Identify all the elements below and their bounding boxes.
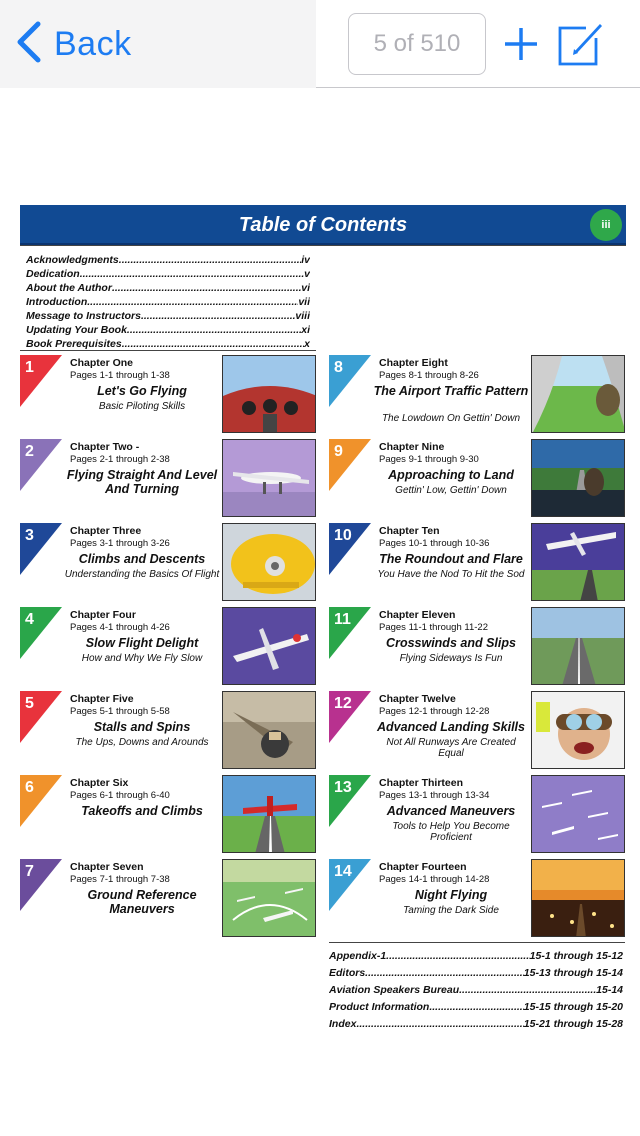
chapter-title: The Roundout and Flare bbox=[379, 552, 523, 566]
chapter-number-tab bbox=[20, 439, 62, 491]
chapter-number: 5 bbox=[25, 695, 34, 712]
toc-row-page: v bbox=[304, 268, 310, 280]
toc-row-leader bbox=[87, 295, 298, 309]
chevron-left-icon bbox=[14, 20, 42, 69]
toc-title: Table of Contents bbox=[238, 214, 408, 236]
chapter-subtitle: Basic Piloting Skills bbox=[98, 401, 186, 412]
chapter-title: Slow Flight Delight bbox=[85, 636, 199, 650]
toc-row[interactable] bbox=[26, 295, 310, 309]
chapter-entry[interactable] bbox=[329, 523, 627, 603]
toc-row-page: vii bbox=[298, 296, 310, 308]
chapter-number: 1 bbox=[25, 359, 34, 376]
toc-row-leader bbox=[386, 948, 529, 965]
chapter-thumbnail-image bbox=[531, 607, 625, 685]
banner-underline bbox=[20, 245, 626, 246]
chapter-number-tab bbox=[329, 355, 371, 407]
toc-row-page: 15-21 through 15-28 bbox=[523, 1018, 623, 1030]
chapter-entry[interactable] bbox=[20, 775, 318, 855]
toc-row-leader bbox=[141, 309, 295, 323]
chapter-name: Chapter Six bbox=[70, 777, 129, 789]
front-matter-list bbox=[26, 253, 310, 351]
chapter-title: Takeoffs and Climbs bbox=[81, 804, 203, 818]
chapter-entry[interactable] bbox=[329, 691, 627, 771]
chapter-number: 11 bbox=[334, 611, 351, 628]
chapter-entry[interactable] bbox=[329, 859, 627, 939]
toc-row[interactable] bbox=[26, 323, 310, 337]
chapter-entry[interactable] bbox=[329, 775, 627, 855]
chapter-subtitle: Tools to Help You Become Proficient bbox=[392, 821, 510, 843]
chapter-name: Chapter Five bbox=[70, 693, 134, 705]
chapter-title: Flying Straight And Level And Turning bbox=[66, 468, 218, 496]
chapter-pages: Pages 5-1 through 5-58 bbox=[70, 706, 170, 717]
chapter-name: Chapter Seven bbox=[70, 861, 144, 873]
chapter-title: The Airport Traffic Pattern bbox=[373, 384, 529, 398]
chapter-subtitle: Taming the Dark Side bbox=[403, 905, 499, 916]
toc-row-label: About the Author bbox=[26, 282, 112, 294]
chapter-entry[interactable] bbox=[20, 355, 318, 435]
chapter-name: Chapter Three bbox=[70, 525, 142, 537]
toc-row[interactable] bbox=[329, 965, 623, 982]
chapter-pages: Pages 3-1 through 3-26 bbox=[70, 538, 170, 549]
chapter-subtitle: Not All Runways Are Created Equal bbox=[386, 737, 516, 759]
chapter-name: Chapter Nine bbox=[379, 441, 445, 453]
toc-row-leader bbox=[112, 281, 301, 295]
page-indicator[interactable]: 5 of 510 bbox=[348, 13, 486, 75]
toc-row[interactable] bbox=[329, 999, 623, 1016]
chapter-pages: Pages 2-1 through 2-38 bbox=[70, 454, 170, 465]
toc-row-leader bbox=[365, 965, 524, 982]
chapter-thumbnail-image bbox=[531, 691, 625, 769]
chapter-entry[interactable] bbox=[329, 607, 627, 687]
chapter-thumbnail-image bbox=[531, 355, 625, 433]
toc-row-leader bbox=[127, 323, 301, 337]
toc-row-leader bbox=[429, 999, 523, 1016]
toc-row-leader bbox=[80, 267, 304, 281]
chapter-thumbnail-image bbox=[222, 859, 316, 937]
toc-row-page: 15-15 through 15-20 bbox=[523, 1001, 623, 1013]
toc-row[interactable] bbox=[26, 281, 310, 295]
chapter-entry[interactable] bbox=[329, 355, 627, 435]
compose-icon bbox=[556, 55, 604, 72]
chapter-thumbnail-image bbox=[531, 859, 625, 937]
chapter-pages: Pages 1-1 through 1-38 bbox=[70, 370, 170, 381]
toc-row-label: Updating Your Book bbox=[26, 324, 127, 336]
chapter-entry[interactable] bbox=[20, 523, 318, 603]
chapter-pages: Pages 13-1 through 13-34 bbox=[379, 790, 490, 801]
toc-row-label: Product Information bbox=[329, 1001, 430, 1013]
chapter-thumbnail-image bbox=[222, 523, 316, 601]
chapter-number: 10 bbox=[334, 527, 352, 544]
chapter-entry[interactable] bbox=[329, 439, 627, 519]
toc-row[interactable] bbox=[26, 309, 310, 323]
chapter-number-tab bbox=[20, 523, 62, 575]
chapter-subtitle: Understanding the Basics Of Flight bbox=[64, 569, 220, 580]
chapter-pages: Pages 10-1 through 10-36 bbox=[379, 538, 490, 549]
chapter-thumbnail-image bbox=[222, 691, 316, 769]
toc-row[interactable] bbox=[26, 267, 310, 281]
chapter-title: Let's Go Flying bbox=[97, 384, 187, 398]
chapter-number-tab bbox=[329, 607, 371, 659]
toc-row[interactable] bbox=[329, 982, 623, 999]
chapter-pages: Pages 4-1 through 4-26 bbox=[70, 622, 170, 633]
chapter-thumbnail-image bbox=[222, 439, 316, 517]
chapter-number: 13 bbox=[334, 779, 352, 796]
chapter-title: Night Flying bbox=[414, 888, 488, 902]
chapter-name: Chapter Eleven bbox=[379, 609, 456, 621]
chapter-title: Approaching to Land bbox=[388, 468, 514, 482]
toc-row-label: Message to Instructors bbox=[26, 310, 141, 322]
chapter-thumbnail-image bbox=[531, 775, 625, 853]
toc-row-label: Index bbox=[329, 1018, 357, 1030]
chapter-title: Crosswinds and Slips bbox=[386, 636, 516, 650]
chapter-number-tab bbox=[329, 775, 371, 827]
chapter-number-tab bbox=[329, 859, 371, 911]
chapter-number: 7 bbox=[25, 863, 34, 880]
compose-button[interactable] bbox=[556, 20, 604, 68]
chapter-name: Chapter Two - bbox=[70, 441, 140, 453]
chapter-entry[interactable] bbox=[20, 607, 318, 687]
chapter-name: Chapter Eight bbox=[379, 357, 448, 369]
toc-row-leader bbox=[459, 982, 596, 999]
chapter-subtitle: You Have the Nod To Hit the Sod bbox=[377, 569, 525, 580]
chapter-pages: Pages 7-1 through 7-38 bbox=[70, 874, 170, 885]
chapter-thumbnail-image bbox=[222, 607, 316, 685]
front-matter-divider bbox=[20, 350, 316, 351]
chapter-number-tab bbox=[20, 775, 62, 827]
toc-row-page: iv bbox=[301, 254, 310, 266]
toc-row-page: x bbox=[304, 338, 310, 350]
chapter-pages: Pages 8-1 through 8-26 bbox=[379, 370, 479, 381]
chapter-number-tab bbox=[20, 691, 62, 743]
chapter-pages: Pages 12-1 through 12-28 bbox=[379, 706, 490, 717]
chapter-title: Ground Reference Maneuvers bbox=[87, 888, 197, 916]
chapter-thumbnail-image bbox=[531, 439, 625, 517]
chapter-number-tab bbox=[329, 691, 371, 743]
toc-row-label: Aviation Speakers Bureau bbox=[329, 984, 460, 996]
toc-row-label: Dedication bbox=[26, 268, 80, 280]
appendix-list bbox=[329, 948, 623, 1033]
toc-row-leader bbox=[119, 253, 301, 267]
chapter-title: Advanced Landing Skills bbox=[377, 720, 525, 734]
toc-row-leader bbox=[356, 1016, 523, 1033]
chapter-title: Stalls and Spins bbox=[93, 720, 191, 734]
chapter-name: Chapter Thirteen bbox=[379, 777, 464, 789]
toc-row-page: 15-1 through 15-12 bbox=[529, 950, 623, 962]
toc-row-label: Appendix-1 bbox=[329, 950, 387, 962]
back-button[interactable] bbox=[14, 22, 132, 66]
chapter-number: 2 bbox=[25, 443, 34, 460]
chapter-number-tab bbox=[329, 523, 371, 575]
appendix-divider bbox=[329, 942, 625, 943]
chapter-number: 14 bbox=[334, 863, 352, 880]
chapter-subtitle: Gettin' Low, Gettin' Down bbox=[395, 485, 507, 496]
chapter-number: 8 bbox=[334, 359, 343, 376]
toc-row-label: Introduction bbox=[26, 296, 88, 308]
chapter-subtitle: The Lowdown On Gettin' Down bbox=[381, 413, 521, 424]
chapter-title: Advanced Maneuvers bbox=[386, 804, 516, 818]
chapter-name: Chapter Twelve bbox=[379, 693, 456, 705]
chapter-number: 6 bbox=[25, 779, 34, 796]
chapter-name: Chapter Four bbox=[70, 609, 136, 621]
plus-icon bbox=[497, 55, 545, 72]
chapter-name: Chapter Fourteen bbox=[379, 861, 467, 873]
chapter-thumbnail-image bbox=[222, 775, 316, 853]
toc-row-page: vi bbox=[301, 282, 310, 294]
page-number-badge: iii bbox=[590, 209, 622, 241]
back-label: Back bbox=[54, 24, 132, 63]
chapter-number-tab bbox=[329, 439, 371, 491]
toc-banner bbox=[20, 205, 626, 245]
toc-row-label: Acknowledgments bbox=[26, 254, 119, 266]
toc-row[interactable] bbox=[329, 1016, 623, 1033]
chapter-entry[interactable] bbox=[20, 691, 318, 771]
chapter-name: Chapter Ten bbox=[379, 525, 440, 537]
chapter-entry[interactable] bbox=[20, 439, 318, 519]
chapter-title: Climbs and Descents bbox=[78, 552, 206, 566]
chapter-thumbnail-image bbox=[222, 355, 316, 433]
toc-row-page: 15-13 through 15-14 bbox=[523, 967, 623, 979]
chapter-subtitle: How and Why We Fly Slow bbox=[81, 653, 203, 664]
chapter-pages: Pages 6-1 through 6-40 bbox=[70, 790, 170, 801]
toc-row-label: Editors bbox=[329, 967, 366, 979]
chapter-number-tab bbox=[20, 859, 62, 911]
toc-row-leader bbox=[122, 337, 304, 351]
chapter-number: 12 bbox=[334, 695, 352, 712]
toc-row-page: viii bbox=[295, 310, 310, 322]
chapter-number-tab bbox=[20, 607, 62, 659]
chapter-number-tab bbox=[20, 355, 62, 407]
navigation-bar bbox=[0, 0, 640, 88]
chapter-number: 9 bbox=[334, 443, 343, 460]
chapter-name: Chapter One bbox=[70, 357, 134, 369]
chapter-number: 4 bbox=[25, 611, 34, 628]
chapter-pages: Pages 9-1 through 9-30 bbox=[379, 454, 479, 465]
chapter-subtitle: The Ups, Downs and Arounds bbox=[75, 737, 209, 748]
toc-row[interactable] bbox=[26, 337, 310, 351]
toc-row[interactable] bbox=[329, 948, 623, 965]
chapter-thumbnail-image bbox=[531, 523, 625, 601]
chapter-pages: Pages 11-1 through 11-22 bbox=[379, 622, 488, 633]
toc-row[interactable] bbox=[26, 253, 310, 267]
chapter-number: 3 bbox=[25, 527, 34, 544]
toc-row-page: xi bbox=[301, 324, 310, 336]
toc-row-page: 15-14 bbox=[596, 984, 623, 996]
toc-row-label: Book Prerequisites bbox=[26, 338, 122, 350]
chapter-pages: Pages 14-1 through 14-28 bbox=[379, 874, 490, 885]
add-button[interactable] bbox=[497, 20, 545, 68]
chapter-subtitle: Flying Sideways Is Fun bbox=[399, 653, 503, 664]
chapter-entry[interactable] bbox=[20, 859, 318, 939]
